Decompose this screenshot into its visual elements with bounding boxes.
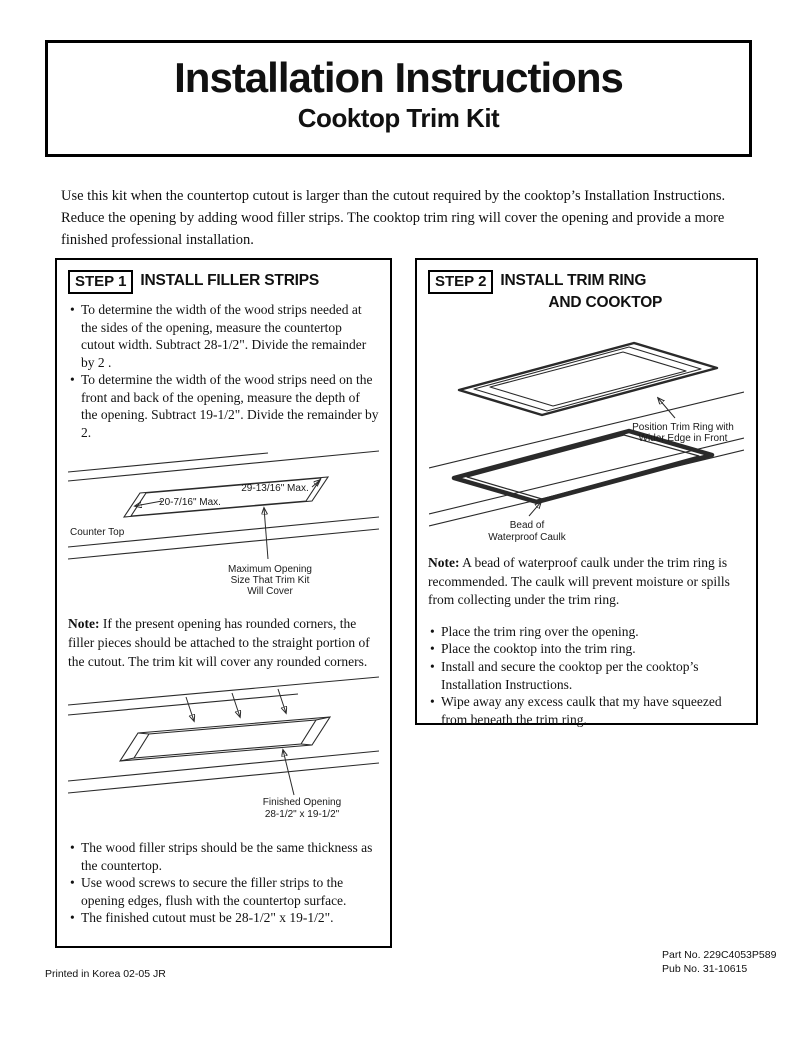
step2-bullets [428,623,745,728]
finished-opening-label-line2: 28-1/2" x 19-1/2" [264,809,340,821]
document-subtitle: Cooktop Trim Kit [297,103,500,134]
bullet-item: • The finished cutout must be 28-1/2" x 19-1/2". [70,909,379,927]
opening-label-line1: Maximum Opening [228,564,312,576]
note-label: Note: [428,555,460,570]
finished-opening-label-line1: Finished Opening [262,797,342,809]
width-dimension-label: 29-13/16" Max. [241,483,309,495]
bullet-item: • To determine the width of the wood strips needed at the sides of the opening, measure the countertop cutout width. Subtract 28-1/2". Divide the remainder by 2 . [70,301,379,371]
countertop-label: Counter Top [70,527,125,539]
note-text: A bead of waterproof caulk under the trim ring is recommended. The caulk will prevent moisture or spills from collecting under the trim ring. [428,555,730,608]
caulk-label-line2: Waterproof Caulk [488,532,566,543]
step1-bullets-top [68,301,379,441]
header-box [45,40,752,157]
printed-in-note: Printed in Korea 02-05 JR [45,968,166,980]
opening-label-line3: Will Cover [247,586,293,598]
part-numbers [662,949,776,976]
part-number: Part No. 229C4053P589 [662,949,777,961]
step1-title: INSTALL FILLER STRIPS [140,272,320,289]
step2-header [428,270,745,314]
note-label: Note: [68,616,100,632]
step2-section [415,258,758,725]
opening-label-line2: Size That Trim Kit [230,575,310,587]
trim-ring-diagram [429,318,744,546]
step2-note [428,554,745,610]
step2-title-line1: INSTALL TRIM RING [500,272,647,289]
bullet-item: • Install and secure the cooktop per the cooktop’s Installation Instructions. [430,658,745,693]
step1-note [68,615,379,671]
pub-number: Pub No. 31-10615 [662,962,748,975]
trim-ring-outline [459,343,717,415]
filler-frame-outline [120,717,330,761]
position-label-line1: Position Trim Ring with [632,422,734,433]
bullet-item: • Use wood screws to secure the filler strips to the opening edges, flush with the countertop surface. [70,874,379,909]
step2-badge: STEP 2 [428,270,493,294]
filler-strips-diagram [68,675,379,825]
bullet-item: • Wipe away any excess caulk that my have squeezed from beneath the trim ring. [430,693,745,728]
note-text: If the present opening has rounded corners, the filler pieces should be attached to the straight portion of the cutout. The trim kit will cover any rounded corners. [68,616,370,669]
step2-title-line2: AND COOKTOP [548,294,663,311]
bullet-item: • The wood filler strips should be the same thickness as the countertop. [70,839,379,874]
step1-header [68,270,379,294]
bullet-item: • To determine the width of the wood strips need on the front and back of the opening, measure the depth of the opening. Subtract 19-1/2". Divide the remainder by 2. [70,371,379,441]
position-label-line2: Wider Edge in Front [638,433,728,444]
step2-title [500,270,662,314]
max-opening-diagram [68,445,379,607]
intro-paragraph: Use this kit when the countertop cutout is larger than the cutout required by the cooktop’s Installation Instructions. Reduce the opening by adding wood filler strips. The cooktop trim ring will cover the opening and provide a more finished professional installation. [61,188,726,248]
bullet-item: • Place the trim ring over the opening. [430,623,745,641]
depth-dimension-label: 20-7/16" Max. [159,497,221,509]
document-title: Installation Instructions [174,54,623,101]
step1-bullets-bottom [68,839,379,927]
screw-arrows [186,689,294,795]
step1-section [55,258,392,948]
countertop-edge-lines [68,451,379,559]
bullet-item: • Place the cooktop into the trim ring. [430,640,745,658]
caulk-label-line1: Bead of [509,520,545,531]
countertop-edge-lines [68,677,379,793]
step1-badge: STEP 1 [68,270,133,294]
